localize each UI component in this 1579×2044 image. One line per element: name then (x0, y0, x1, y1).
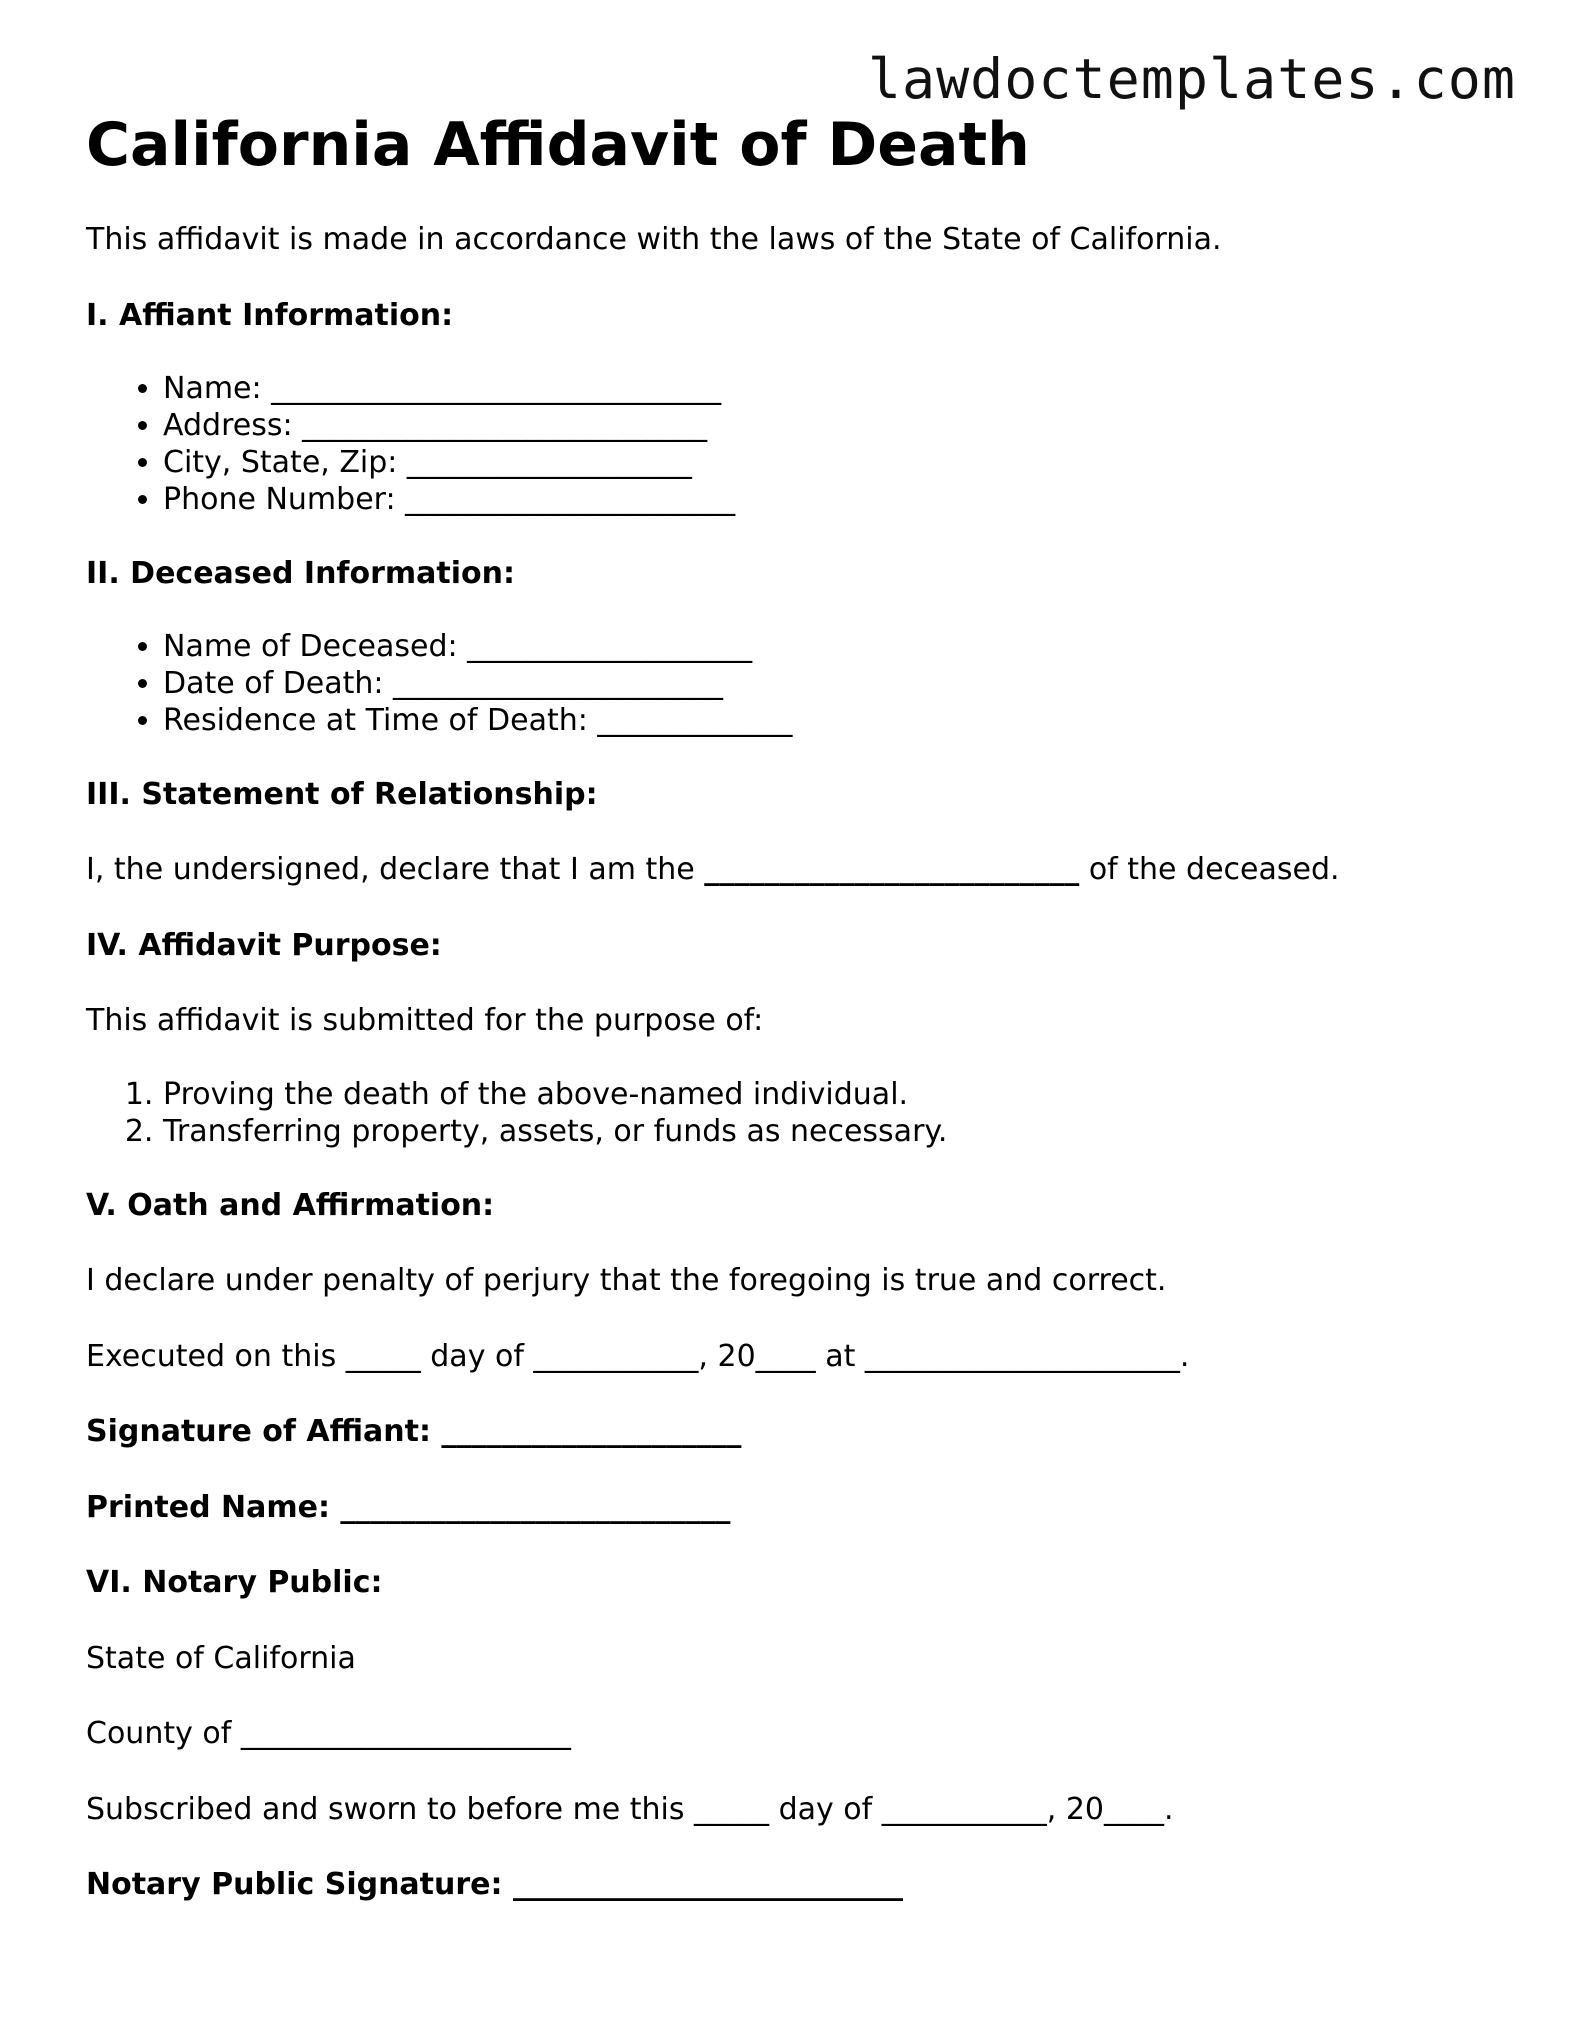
document-title: California Affidavit of Death (86, 110, 1030, 180)
section-oath-heading: V. Oath and Affirmation: (86, 1187, 495, 1223)
section-notary-heading: VI. Notary Public: (86, 1565, 383, 1601)
watermark: lawdoctemplates.com (867, 47, 1516, 111)
oath-declaration: I declare under penalty of perjury that the foregoing is true and correct. (86, 1263, 1167, 1299)
relationship-text-after: of the deceased. (1079, 852, 1340, 888)
purpose-item: 2. Transferring property, assets, or funds as necessary. (163, 1114, 1506, 1151)
affiant-city-state-zip-field[interactable]: • City, State, Zip: ___________________ (163, 445, 1506, 482)
intro-text: This affidavit is made in accordance with the laws of the State of California. (86, 222, 1222, 257)
affiant-info-list (86, 371, 1506, 519)
relationship-statement (86, 850, 1506, 891)
residence-at-death-field[interactable]: • Residence at Time of Death: _____________ (163, 703, 1506, 740)
printed-name-line[interactable]: Printed Name: __________________________ (86, 1489, 731, 1525)
affiant-phone-field[interactable]: • Phone Number: ______________________ (163, 482, 1506, 519)
section-relationship-heading: III. Statement of Relationship: (86, 776, 598, 812)
deceased-info-list (86, 629, 1506, 740)
purpose-list (86, 1077, 1506, 1151)
executed-on-line[interactable]: Executed on this _____ day of ___________, 20____ at _____________________. (86, 1338, 1190, 1374)
deceased-name-field[interactable]: • Name of Deceased: ___________________ (163, 629, 1506, 666)
subscribed-sworn-line[interactable]: Subscribed and sworn to before me this _____ day of ___________, 20____. (86, 1791, 1174, 1827)
date-of-death-field[interactable]: • Date of Death: ______________________ (163, 666, 1506, 703)
relationship-blank[interactable]: _________________________ (704, 852, 1080, 888)
relationship-text-before: I, the undersigned, declare that I am the (86, 852, 705, 888)
notary-state: State of California (86, 1640, 356, 1676)
notary-county-line[interactable]: County of ______________________ (86, 1716, 571, 1752)
notary-signature-line[interactable]: Notary Public Signature: __________________________ (86, 1867, 903, 1903)
affiant-name-field[interactable]: • Name: ______________________________ (163, 371, 1506, 408)
section-affiant-heading: I. Affiant Information: (86, 297, 454, 333)
section-purpose-heading: IV. Affidavit Purpose: (86, 927, 442, 963)
affiant-signature-line[interactable]: Signature of Affiant: ____________________ (86, 1414, 742, 1450)
affiant-address-field[interactable]: • Address: ___________________________ (163, 408, 1506, 445)
purpose-text: This affidavit is submitted for the purpose of: (86, 1003, 764, 1039)
section-deceased-heading: II. Deceased Information: (86, 555, 515, 591)
purpose-item: 1. Proving the death of the above-named individual. (163, 1077, 1506, 1114)
document-page (86, 112, 1506, 1941)
